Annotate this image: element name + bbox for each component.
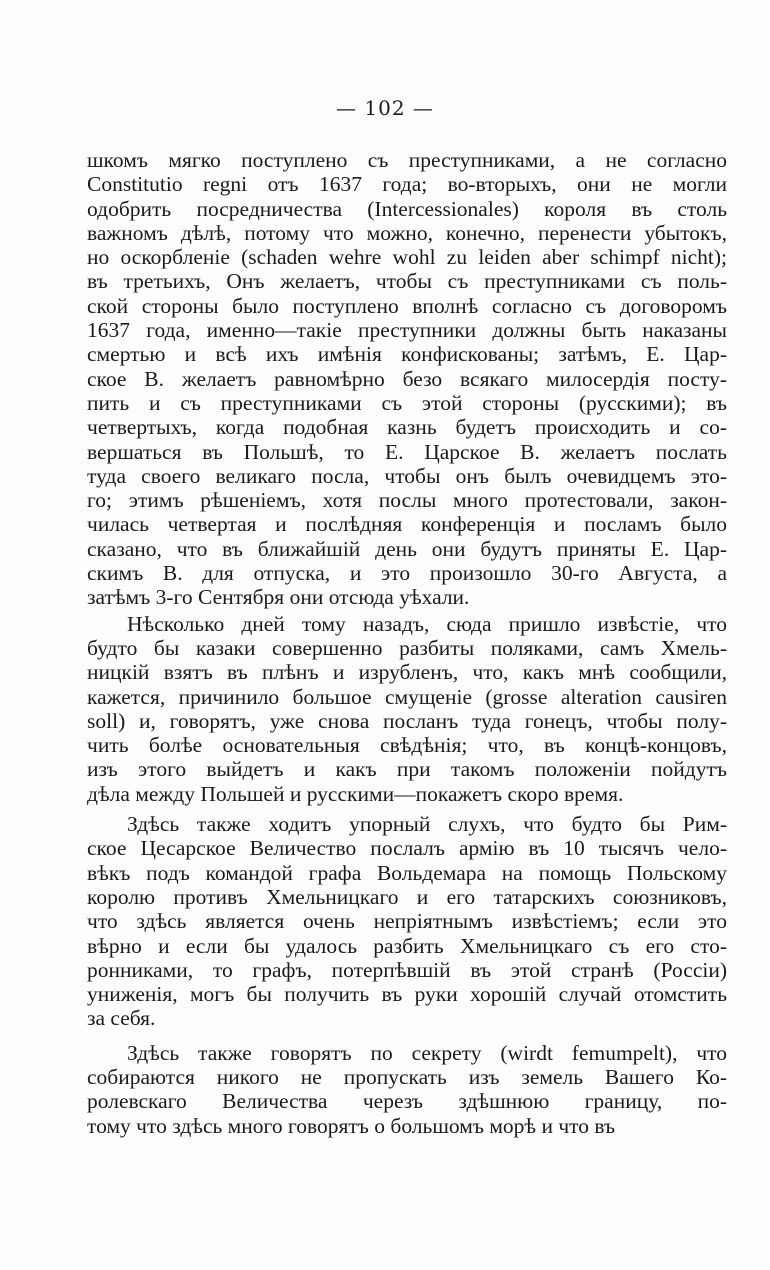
text-line: кажется, причинило большое смущеніе (grosse alteration causiren [87,684,727,709]
text-line: дѣла между Польшей и русскими—покажетъ скоро время. [87,781,624,806]
text-line: одобрить посредничества (Intercessionales) короля въ столь [87,196,727,221]
text-line: чилась четвертая и послѣдняя конференція и посламъ было [87,512,727,537]
text-line: ское В. желаетъ равномѣрно безо всякаго милосердія посту- [87,366,727,391]
text-line: туда своего великаго посла, чтобы онъ былъ очевидцемъ это- [87,463,727,488]
text-line: soll) и, говорятъ, уже снова посланъ туда гонецъ, чтобы полу- [87,708,727,733]
text-line: шкомъ мягко поступлено съ преступниками, а не согласно [87,148,727,172]
text-line: Нѣсколько дней тому назадъ, сюда пришло извѣстіе, что [127,611,727,636]
text-line: но оскорбленіе (schaden wehre wohl zu leiden aber schimpf nicht); [87,245,727,270]
text-line: Здѣсь также ходитъ упорный слухъ, что будто бы Рим- [127,812,727,837]
text-line: ролевскаго Величества черезъ здѣшнюю границу, по- [87,1089,727,1114]
text-line: важномъ дѣлѣ, потому что можно, конечно, перенести убытокъ, [87,220,727,245]
paragraph [87,612,727,806]
text-line: ницкій взятъ въ плѣнъ и изрубленъ, что, какъ мнѣ сообщили, [87,660,727,685]
paragraph [87,812,727,1031]
body-text [87,148,727,1138]
text-line: ской стороны было поступлено вполнѣ согласно съ договоромъ [87,293,727,318]
text-line: изъ этого выйдетъ и какъ при такомъ положеніи пойдутъ [87,757,727,782]
text-line: пить и съ преступниками съ этой стороны (русскими); въ [87,390,727,415]
text-line: Здѣсь также говорятъ по секрету (wirdt femumpelt), что [127,1040,727,1065]
text-line: затѣмъ 3-го Сентября они отсюда уѣхали. [87,585,470,610]
text-line: будто бы казаки совершенно разбиты поляками, самъ Хмель- [87,635,727,660]
text-line: чить болѣе основательныя свѣдѣнія; что, въ концѣ-концовъ, [87,733,727,758]
text-line: вѣрно и если бы удалось разбить Хмельницкаго съ его сто- [87,933,727,958]
text-line: 1637 года, именно—такіе преступники должны быть наказаны [87,318,727,343]
text-line: вершаться въ Польшѣ, то Е. Царское В. желаетъ послать [87,439,727,464]
text-line: въ третьихъ, Онъ желаетъ, чтобы съ преступниками съ поль- [87,269,727,294]
text-line: собираются никого не пропускать изъ земель Вашего Ко- [87,1064,727,1089]
text-line: королю противъ Хмельницкаго и его татарскихъ союзниковъ, [87,884,727,909]
text-line: вѣкъ подъ командой графа Вольдемара на помощь Польскому [87,860,727,885]
text-line: скимъ В. для отпуска, и это произошло 30-го Августа, а [87,561,727,586]
text-line: тому что здѣсь много говорятъ о большомъ морѣ и что въ [87,1113,616,1138]
text-line: четвертыхъ, когда подобная казнь будетъ происходить и со- [87,415,727,440]
text-line: униженія, могъ бы получить въ руки хорошій случай отомстить [87,982,727,1007]
paragraph [87,148,727,610]
text-line: ронниками, то графъ, потерпѣвшій въ этой странѣ (Россіи) [87,957,727,982]
text-line: ское Цесарское Величество послалъ армію въ 10 тысячъ чело- [87,836,727,861]
text-line: го; этимъ рѣшеніемъ, хотя послы много протестовали, закон- [87,488,727,513]
text-line: Constitutio regni отъ 1637 года; во-вторыхъ, они не могли [87,172,727,197]
text-line: смертью и всѣ ихъ имѣнія конфискованы; затѣмъ, Е. Цар- [87,342,727,367]
paragraph [87,1041,727,1138]
text-line: за себя. [87,1006,156,1031]
text-line: сказано, что въ ближайшій день они будутъ приняты Е. Цар- [87,536,727,561]
text-line: что здѣсь является очень непріятнымъ извѣстіемъ; если это [87,909,727,934]
page-number: — 102 — [336,96,434,120]
